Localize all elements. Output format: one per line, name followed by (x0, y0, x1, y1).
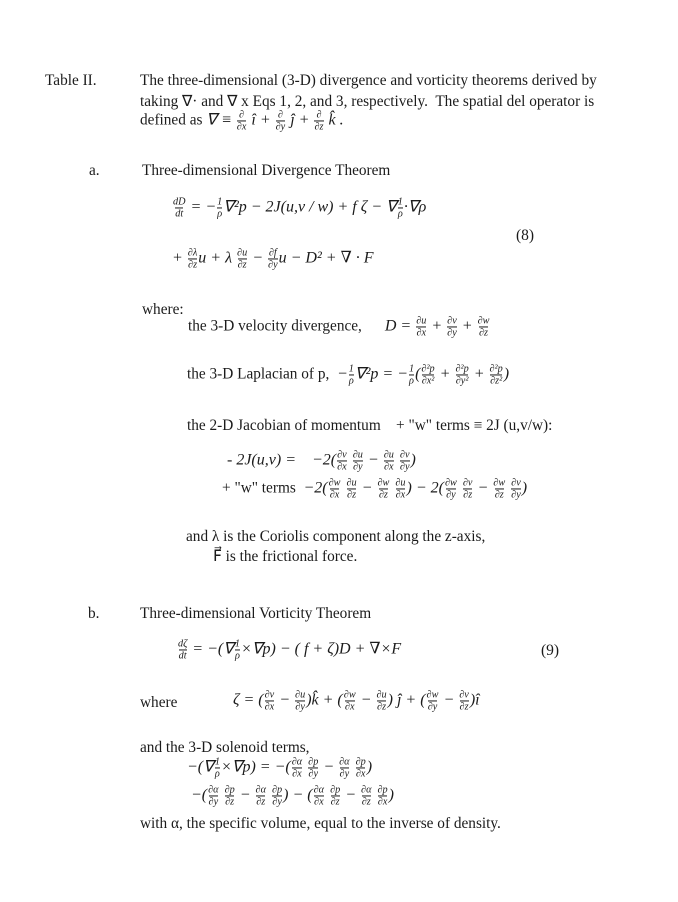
fraction: $\frac{\text{∂²p}}{\text{∂y²}}$ (455, 363, 469, 387)
velocity-divergence-label: the 3-D velocity divergence, (188, 317, 385, 335)
fraction: $\frac{\partial p}{\partial z}$ (224, 784, 235, 808)
fraction: $\frac{\partial\alpha}{\partial z}$ (255, 784, 266, 808)
fraction: $\frac{1}{\rho}$ (234, 638, 241, 662)
fraction: $\frac{\partial w}{\partial z}$ (493, 477, 506, 501)
laplacian-line (187, 363, 509, 386)
section-a-label: a. (89, 162, 100, 179)
fraction: $\frac{\partial p}{\partial x}$ (355, 756, 366, 780)
fraction: $\frac{\partial\alpha}{\partial x}$ (291, 756, 303, 780)
fraction: $\frac{dD}{dt}$ (173, 196, 186, 220)
fraction: $\frac{\partial u}{\partial y}$ (295, 689, 306, 713)
velocity-divergence-line (188, 315, 490, 338)
fraction: $\frac{\partial\alpha}{\partial y}$ (339, 756, 350, 780)
equation-9-number: (9) (541, 642, 560, 659)
section-b-title: Three-dimensional Vorticity Theorem (140, 605, 372, 622)
friction-note: F⃗ is the frictional force. (213, 548, 358, 565)
del-operator-intro-text: defined as (140, 111, 207, 129)
fraction: $\frac{\partial}{\partial y}$ (275, 109, 286, 133)
fraction: $\frac{\partial v}{\partial y}$ (447, 315, 457, 339)
fraction: $\frac{\partial v}{\partial y}$ (511, 477, 521, 501)
fraction: $\frac{1}{\rho}$ (348, 363, 354, 387)
w-terms-label: + "w" terms (222, 479, 304, 497)
fraction: $\frac{\partial p}{\partial z}$ (330, 784, 341, 808)
fraction: $\frac{\text{∂²p}}{\text{∂x²}}$ (421, 363, 435, 387)
coriolis-note: and λ is the Coriolis component along the z-axis, (186, 528, 486, 545)
fraction: $\frac{\partial\alpha}{\partial z}$ (361, 784, 372, 808)
fraction: $\frac{d\zeta}{dt}$ (178, 638, 188, 662)
fraction: $\frac{\partial w}{\partial z}$ (377, 477, 390, 501)
zeta-definition: ζ = ( $\frac{\partial v}{\partial x}$ − $\frac{\partial u}{\partial y}$ )k̂ + ( $\frac{\partial w}{\partial x}$ − $\frac{\partial u}{\partial z}$ ) ĵ + ( $\frac{\partial w}{\partial y}$ − $\frac{\partial v}{\partial z}$ )î (233, 689, 480, 713)
fraction: $\frac{\partial v}{\partial x}$ (337, 449, 347, 473)
fraction: $\frac{\partial u}{\partial x}$ (416, 315, 427, 339)
jacobian-equation-line-2 (222, 477, 527, 500)
fraction: $\frac{\partial u}{\partial y}$ (352, 449, 363, 473)
table-caption-line-1: The three-dimensional (3-D) divergence and vorticity theorems derived by (140, 72, 597, 89)
w-terms-equation: −2( $\frac{\partial w}{\partial x}$ $\frac{\partial u}{\partial z}$ − $\frac{\partial w}{\partial z}$ $\frac{\partial u}{\partial x}$ ) − 2( $\frac{\partial w}{\partial y}$ $\frac{\partial v}{\partial z}$ − $\frac{\partial w}{\partial z}$ $\frac{\partial v}{\partial y}$ ) (303, 477, 528, 501)
fraction: $\frac{\partial}{\partial z}$ (314, 109, 324, 133)
where-label-a: where: (142, 301, 184, 318)
fraction: $\frac{\text{∂²p}}{\text{∂z²}}$ (489, 363, 503, 387)
section-b-label: b. (88, 605, 100, 622)
solenoid-equation-line-2: −( $\frac{\partial\alpha}{\partial y}$ $\frac{\partial p}{\partial z}$ − $\frac{\partial\alpha}{\partial z}$ $\frac{\partial p}{\partial y}$ ) − ( $\frac{\partial\alpha}{\partial x}$ $\frac{\partial p}{\partial z}$ − $\frac{\partial\alpha}{\partial z}$ $\frac{\partial p}{\partial x}$ ) (191, 784, 394, 808)
table-caption-line-2: taking ∇· and ∇ x Eqs 1, 2, and 3, respectively. The spatial del operator is (140, 93, 595, 110)
laplacian-label: the 3-D Laplacian of p, (187, 365, 337, 383)
fraction: $\frac{\partial u}{\partial z}$ (346, 477, 357, 501)
fraction: $\frac{\partial u}{\partial z}$ (237, 247, 248, 271)
fraction: $\frac{\partial u}{\partial x}$ (383, 449, 394, 473)
equation-8-line-1: $\frac{dD}{dt}$ = − $\frac{1}{\rho}$ ∇²p − 2J(u,v / w) + f ζ − ∇ $\frac{1}{\rho}$ ·∇ρ (173, 196, 427, 220)
equation-9: $\frac{d\zeta}{dt}$ = −(∇ $\frac{1}{\rho}$ ×∇p) − ( f + ζ)D + ∇×F⃗ (178, 638, 414, 662)
fraction: $\frac{\partial v}{\partial y}$ (399, 449, 410, 473)
table-label: Table II. (45, 72, 97, 89)
fraction: $\frac{\partial p}{\partial x}$ (377, 784, 388, 808)
fraction: $\frac{\partial u}{\partial z}$ (376, 689, 387, 713)
fraction: $\frac{1}{\rho}$ (214, 756, 220, 780)
jacobian-header: the 2-D Jacobian of momentum + "w" terms ≡ 2J (u,v/w): (187, 417, 553, 434)
fraction: $\frac{\partial w}{\partial y}$ (426, 689, 439, 713)
fraction: $\frac{1}{\rho}$ (397, 196, 403, 220)
fraction: $\frac{1}{\rho}$ (408, 363, 415, 387)
del-operator-definition: ∇ ≡ $\frac{\partial}{\partial x}$ î + $\frac{\partial}{\partial y}$ ĵ + $\frac{\partial}{\partial z}$ k̂ . (206, 109, 344, 133)
fraction: $\frac{\partial p}{\partial y}$ (271, 784, 283, 808)
solenoid-equation-line-1: −(∇ $\frac{1}{\rho}$ ×∇p) = −( $\frac{\partial\alpha}{\partial x}$ $\frac{\partial p}{\partial y}$ − $\frac{\partial\alpha}{\partial y}$ $\frac{\partial p}{\partial x}$ ) (187, 756, 373, 780)
section-a-title: Three-dimensional Divergence Theorem (142, 162, 391, 179)
jacobian-equation-line-1: - 2J(u,v) = −2( $\frac{\partial v}{\partial x}$ $\frac{\partial u}{\partial y}$ − $\frac{\partial u}{\partial x}$ $\frac{\partial v}{\partial y}$ ) (227, 449, 416, 473)
solenoid-intro: and the 3-D solenoid terms, (140, 739, 310, 756)
fraction: $\frac{1}{\rho}$ (217, 196, 223, 220)
fraction: $\frac{\partial w}{\partial z}$ (477, 315, 490, 339)
fraction: $\frac{\partial w}{\partial y}$ (444, 477, 457, 501)
fraction: $\frac{\partial f}{\partial y}$ (268, 247, 278, 271)
table-caption-line-3 (140, 109, 344, 132)
fraction: $\frac{\partial\alpha}{\partial x}$ (313, 784, 325, 808)
fraction: $\frac{\partial}{\partial x}$ (236, 109, 247, 133)
fraction: $\frac{\partial u}{\partial x}$ (395, 477, 406, 501)
fraction: $\frac{\partial w}{\partial x}$ (328, 477, 341, 501)
alpha-note: with α, the specific volume, equal to the inverse of density. (140, 815, 501, 832)
velocity-divergence-equation: D = $\frac{\partial u}{\partial x}$ + $\frac{\partial v}{\partial y}$ + $\frac{\partial w}{\partial z}$ (384, 315, 490, 339)
laplacian-equation: − $\frac{1}{\rho}$ ∇²p = − $\frac{1}{\rho}$ ( $\frac{\text{∂²p}}{\text{∂x²}}$ + $\frac{\text{∂²p}}{\text{∂y²}}$ + $\frac{\text{∂²p}}{\text{∂z²}}$ ) (336, 363, 510, 387)
fraction: $\frac{\partial w}{\partial x}$ (343, 689, 356, 713)
fraction: $\frac{\partial p}{\partial y}$ (308, 756, 319, 780)
fraction: $\frac{\partial v}{\partial x}$ (264, 689, 275, 713)
fraction: $\frac{\partial v}{\partial z}$ (459, 689, 469, 713)
equation-8-number: (8) (516, 227, 535, 244)
equation-8-line-2: + $\frac{\partial\lambda}{\partial z}$ u + λ $\frac{\partial u}{\partial z}$ − $\frac{\partial f}{\partial y}$ u − D² + ∇ · F⃗ (172, 247, 386, 271)
fraction: $\frac{\partial\lambda}{\partial z}$ (187, 247, 198, 271)
where-label-b: where (140, 694, 178, 711)
fraction: $\frac{\partial v}{\partial z}$ (462, 477, 473, 501)
fraction: $\frac{\partial\alpha}{\partial y}$ (208, 784, 219, 808)
